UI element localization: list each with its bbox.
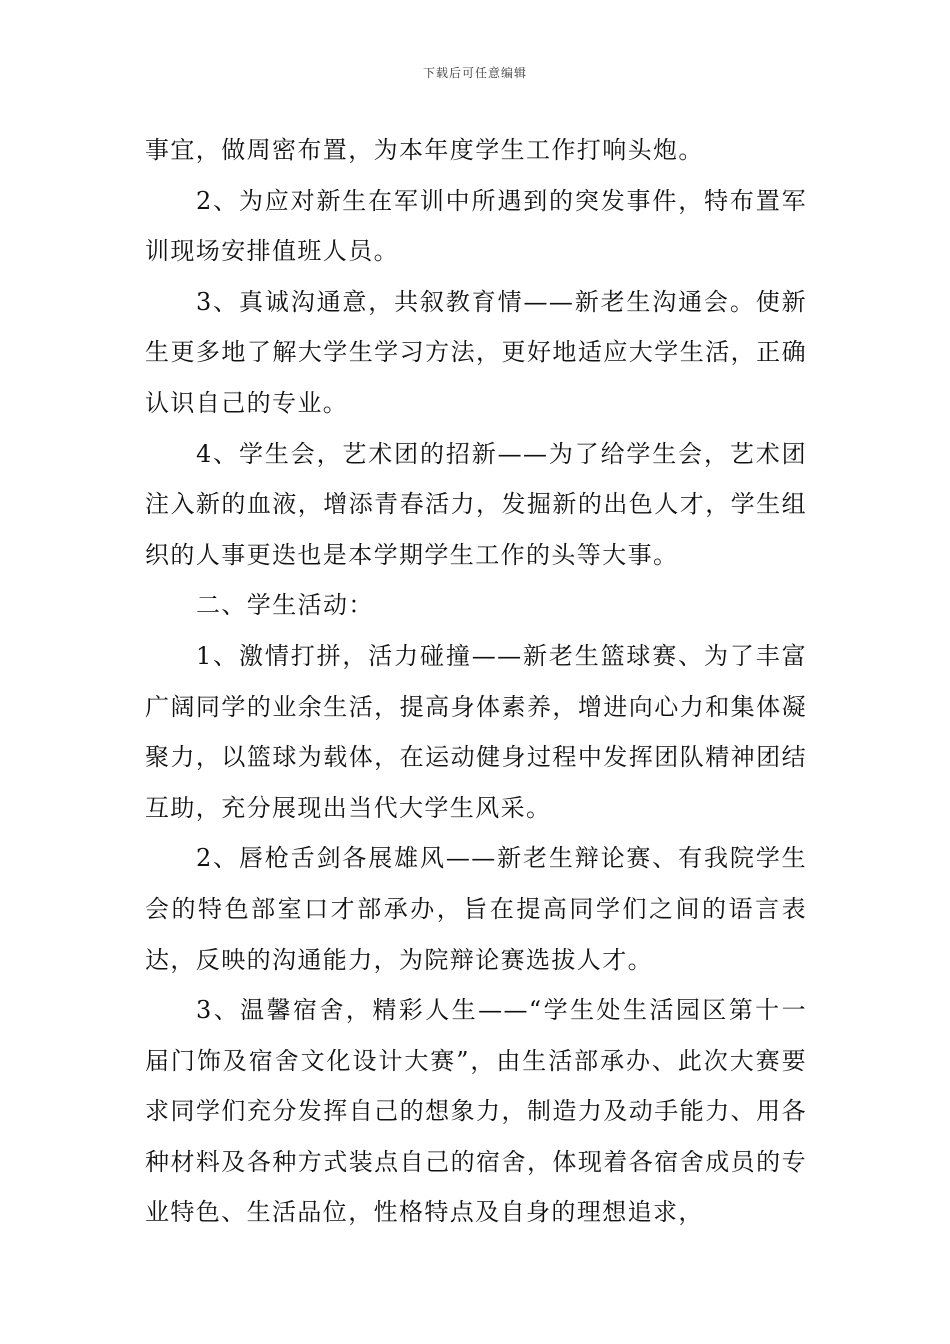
paragraph-activity-2-debate: 2、唇枪舌剑各展雄风——新老生辩论赛、有我院学生会的特色部室口才部承办，旨在提高同学们之间的语言表达，反映的沟通能力，为院辩论赛选拔人才。 [145,844,807,974]
paragraph-activity-3-dormitory: 3、温馨宿舍，精彩人生——“学生处生活园区第十一届门饰及宿舍文化设计大赛”，由生活部承办、此次大赛要求同学们充分发挥自己的想象力，制造力及动手能力、用各种材料及各种方式装点自己的宿舍，体现着各宿舍成员的专业特色、生活品位，性格特点及自身的理想追求， [145,996,807,1227]
paragraph-continuation: 事宜，做周密布置，为本年度学生工作打响头炮。 [145,136,704,164]
page-header: 下载后可任意编辑 [422,66,527,80]
paragraph-item-2-military-training: 2、为应对新生在军训中所遇到的突发事件，特布置军训现场安排值班人员。 [145,186,807,266]
paragraph-item-4-recruitment: 4、学生会，艺术团的招新——为了给学生会，艺术团注入新的血液，增添青春活力，发掘新的出色人才，学生组织的人事更迭也是本学期学生工作的头等大事。 [145,439,807,569]
document-body [145,125,807,1238]
paragraph-item-3-communication: 3、真诚沟通意，共叙教育情——新老生沟通会。使新生更多地了解大学生学习方法，更好地适应大学生活，正确认识自己的专业。 [145,287,807,417]
paragraph-activity-1-basketball: 1、激情打拼，活力碰撞——新老生篮球赛、为了丰富广阔同学的业余生活，提高身体素养，增进向心力和集体凝聚力，以篮球为载体，在运动健身过程中发挥团队精神团结互助，充分展现出当代大学生风采。 [145,641,807,822]
section-heading-student-activities: 二、学生活动： [196,591,374,620]
